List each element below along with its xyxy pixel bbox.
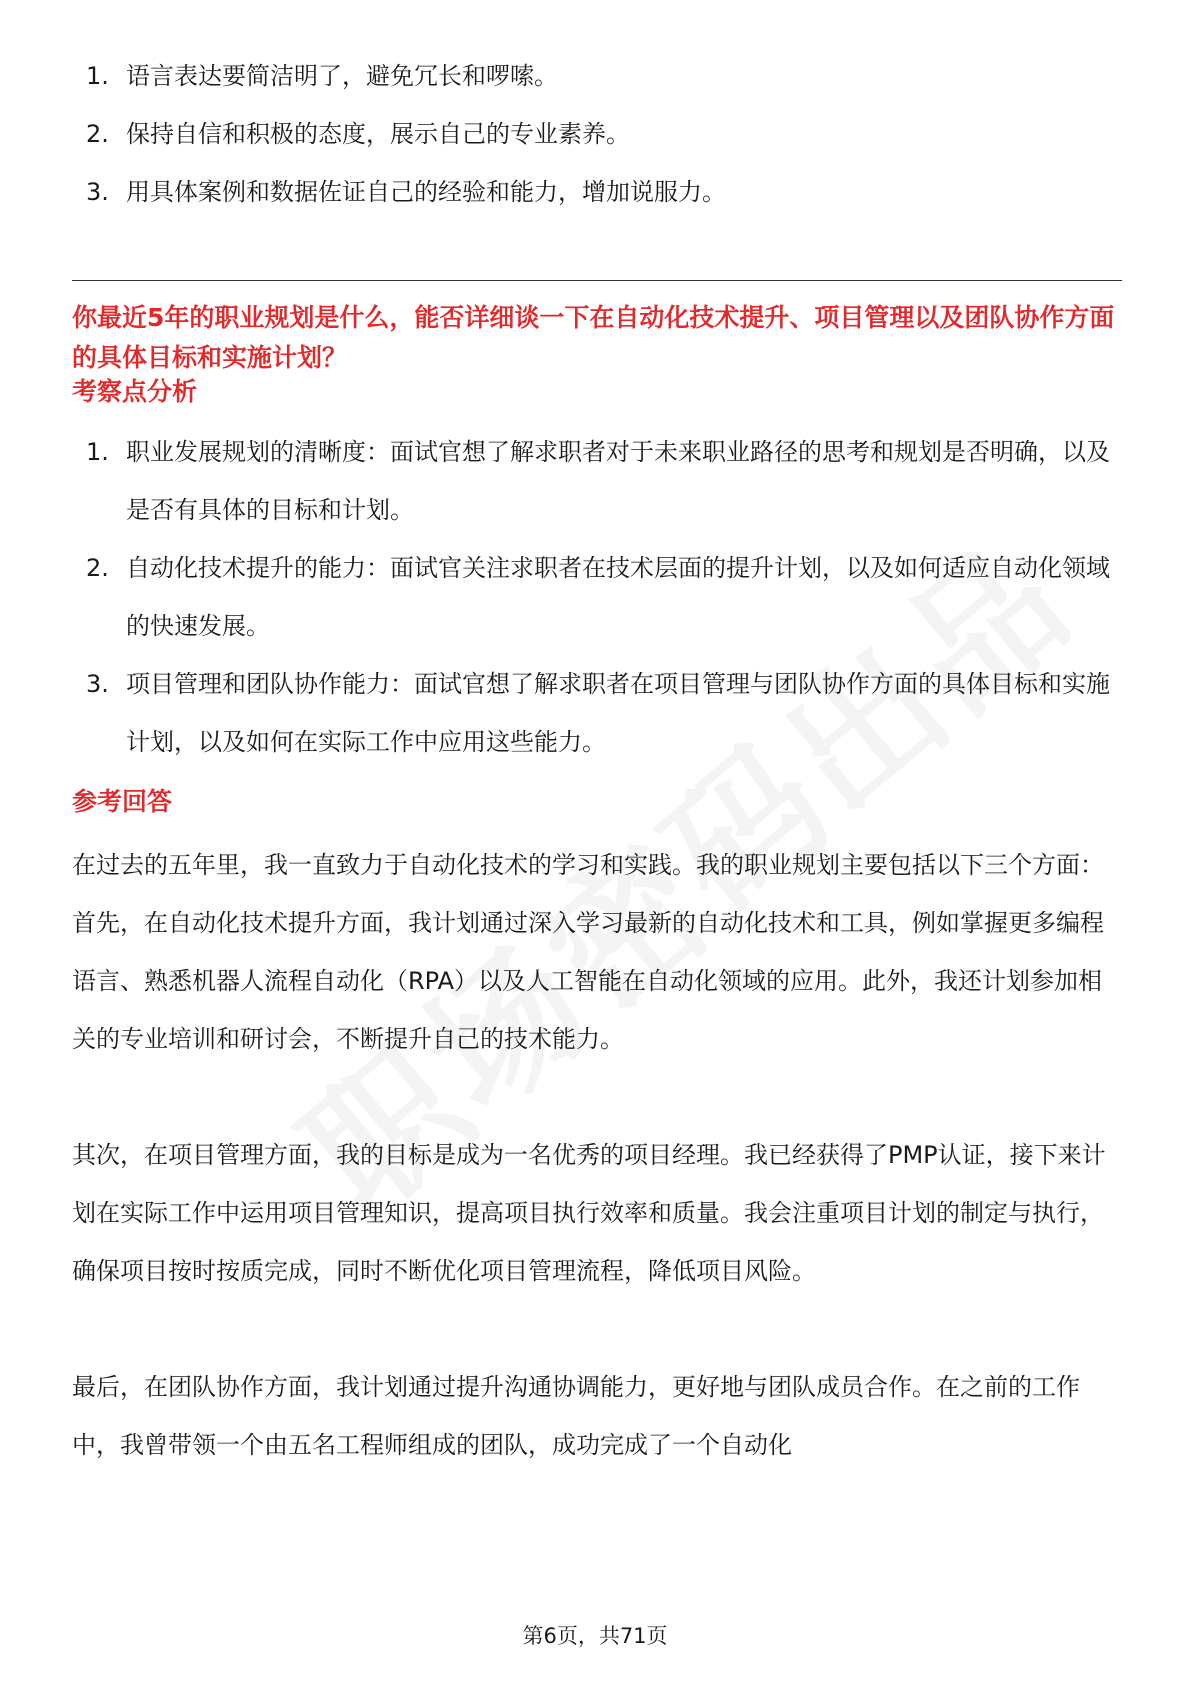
answer-paragraph: 最后，在团队协作方面，我计划通过提升沟通协调能力，更好地与团队成员合作。在之前的工作中，我曾带领一个由五名工程师组成的团队，成功完成了一个自动化 xyxy=(72,1373,1080,1459)
list-item: 3. 项目管理和团队协作能力：面试官想了解求职者在项目管理与团队协作方面的具体目标和实施计划，以及如何在实际工作中应用这些能力。 xyxy=(86,670,1110,756)
list-item: 3. 用具体案例和数据佐证自己的经验和能力，增加说服力。 xyxy=(86,178,726,206)
list-item: 2. 保持自信和积极的态度，展示自己的专业素养。 xyxy=(86,120,630,148)
tips-list xyxy=(72,47,1122,221)
list-item: 2. 自动化技术提升的能力：面试官关注求职者在技术层面的提升计划，以及如何适应自动化领域的快速发展。 xyxy=(86,554,1110,640)
list-item: 1. 职业发展规划的清晰度：面试官想了解求职者对于未来职业路径的思考和规划是否明确，以及是否有具体的目标和计划。 xyxy=(86,438,1110,524)
analysis-heading: 考察点分析 xyxy=(72,377,198,406)
answer-paragraph: 其次，在项目管理方面，我的目标是成为一名优秀的项目经理。我已经获得了PMP认证，接下来计划在实际工作中运用项目管理知识，提高项目执行效率和质量。我会注重项目计划的制定与执行，确保项目按时按质完成，同时不断优化项目管理流程，降低项目风险。 xyxy=(72,1141,1106,1285)
answer-paragraph: 在过去的五年里，我一直致力于自动化技术的学习和实践。我的职业规划主要包括以下三个方面：首先，在自动化技术提升方面，我计划通过深入学习最新的自动化技术和工具，例如掌握更多编程语言、熟悉机器人流程自动化（RPA）以及人工智能在自动化领域的应用。此外，我还计划参加相关的专业培训和研讨会，不断提升自己的技术能力。 xyxy=(72,851,1104,1053)
question-title: 你最近5年的职业规划是什么，能否详细谈一下在自动化技术提升、项目管理以及团队协作方面的具体目标和实施计划？ xyxy=(72,303,1115,372)
analysis-list xyxy=(72,423,1122,771)
list-item: 1. 语言表达要简洁明了，避免冗长和啰嗦。 xyxy=(86,62,558,90)
answer-heading: 参考回答 xyxy=(72,787,173,816)
page-number: 第6页，共71页 xyxy=(522,1624,668,1648)
section-divider xyxy=(72,280,1122,281)
